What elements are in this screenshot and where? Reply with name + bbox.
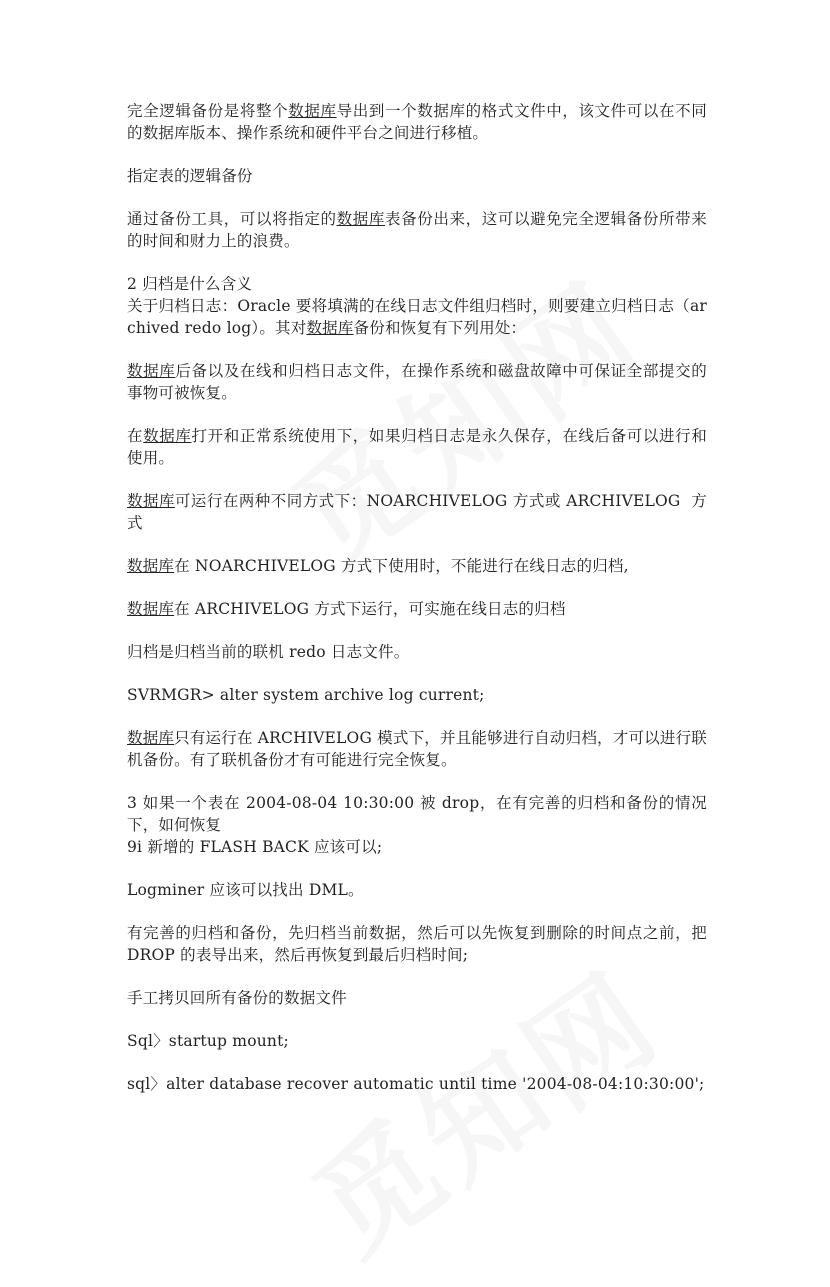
paragraph xyxy=(127,295,707,339)
text-run: 可运行在两种不同方式下：NOARCHIVELOG 方式或 ARCHIVELOG 方式 xyxy=(127,492,707,532)
text-run: 通过备份工具，可以将指定的 xyxy=(127,210,337,228)
paragraph xyxy=(127,165,707,187)
paragraph xyxy=(127,1030,707,1052)
paragraph xyxy=(127,792,707,836)
text-run: 后备以及在线和归档日志文件，在操作系统和磁盘故障中可保证全部提交的事物可被恢复。 xyxy=(127,362,707,402)
text-run: sql〉alter database recover automatic until time '2004-08-04:10:30:00'; xyxy=(127,1075,705,1093)
underlined-term: 数据库 xyxy=(127,600,175,618)
paragraph xyxy=(127,836,707,858)
text-run: Logminer 应该可以找出 DML。 xyxy=(127,881,364,899)
underlined-term: 数据库 xyxy=(288,102,337,120)
text-run: 在 NOARCHIVELOG 方式下使用时，不能进行在线日志的归档, xyxy=(174,557,629,575)
underlined-term: 数据库 xyxy=(127,492,175,510)
text-run: 9i 新增的 FLASH BACK 应该可以; xyxy=(127,838,383,856)
text-run: 完全逻辑备份是将整个 xyxy=(127,102,289,120)
text-run: 备份和恢复有下列用处： xyxy=(353,319,527,337)
text-run: 表备份出来，这可以避免完全逻辑备份所带来的时间和财力上的浪费。 xyxy=(127,210,707,250)
paragraph xyxy=(127,555,707,577)
text-run: 有完善的归档和备份，先归档当前数据，然后可以先恢复到删除的时间点之前，把 DROP 的表导出来，然后再恢复到最后归档时间; xyxy=(127,924,713,964)
text-run: 归档是归档当前的联机 redo 日志文件。 xyxy=(127,643,410,661)
text-run: 2 归档是什么含义 xyxy=(127,275,253,293)
underlined-term: 数据库 xyxy=(127,557,175,575)
underlined-term: 数据库 xyxy=(336,210,385,228)
underlined-term: 数据库 xyxy=(127,729,175,747)
paragraph xyxy=(127,879,707,901)
text-run: 只有运行在 ARCHIVELOG 模式下，并且能够进行自动归档，才可以进行联机备份。有了联机备份才有可能进行完全恢复。 xyxy=(127,729,707,769)
text-run: 在 ARCHIVELOG 方式下运行，可实施在线日志的归档 xyxy=(174,600,566,618)
underlined-term: 数据库 xyxy=(127,362,176,380)
document-body xyxy=(127,100,713,1116)
text-run: 在 xyxy=(127,427,144,445)
paragraph xyxy=(127,490,707,534)
paragraph xyxy=(127,641,707,663)
paragraph xyxy=(127,727,707,771)
paragraph xyxy=(127,987,707,1009)
paragraph xyxy=(127,208,707,252)
paragraph xyxy=(127,922,713,966)
underlined-term: 数据库 xyxy=(306,319,354,337)
text-run: SVRMGR> alter system archive log current; xyxy=(127,686,485,704)
paragraph xyxy=(127,100,707,144)
text-run: 打开和正常系统使用下，如果归档日志是永久保存，在线后备可以进行和使用。 xyxy=(127,427,707,467)
underlined-term: 数据库 xyxy=(143,427,192,445)
paragraph xyxy=(127,273,707,295)
text-run: 指定表的逻辑备份 xyxy=(127,167,253,185)
text-run: 手工拷贝回所有备份的数据文件 xyxy=(127,989,347,1007)
text-run: 导出到一个数据库的格式文件中，该文件可以在不同的数据库版本、操作系统和硬件平台之间进行移植。 xyxy=(127,102,707,142)
paragraph xyxy=(127,425,707,469)
text-run: Sql〉startup mount; xyxy=(127,1032,289,1050)
text-run: 3 如果一个表在 2004-08-04 10:30:00 被 drop，在有完善的归档和备份的情况下，如何恢复 xyxy=(127,794,707,834)
paragraph xyxy=(127,1073,707,1095)
paragraph xyxy=(127,598,707,620)
text-run: 关于归档日志：Oracle 要将填满的在线日志文件组归档时，则要建立归档日志（archived redo log）。其对 xyxy=(127,297,707,337)
paragraph xyxy=(127,360,707,404)
paragraph xyxy=(127,684,707,706)
